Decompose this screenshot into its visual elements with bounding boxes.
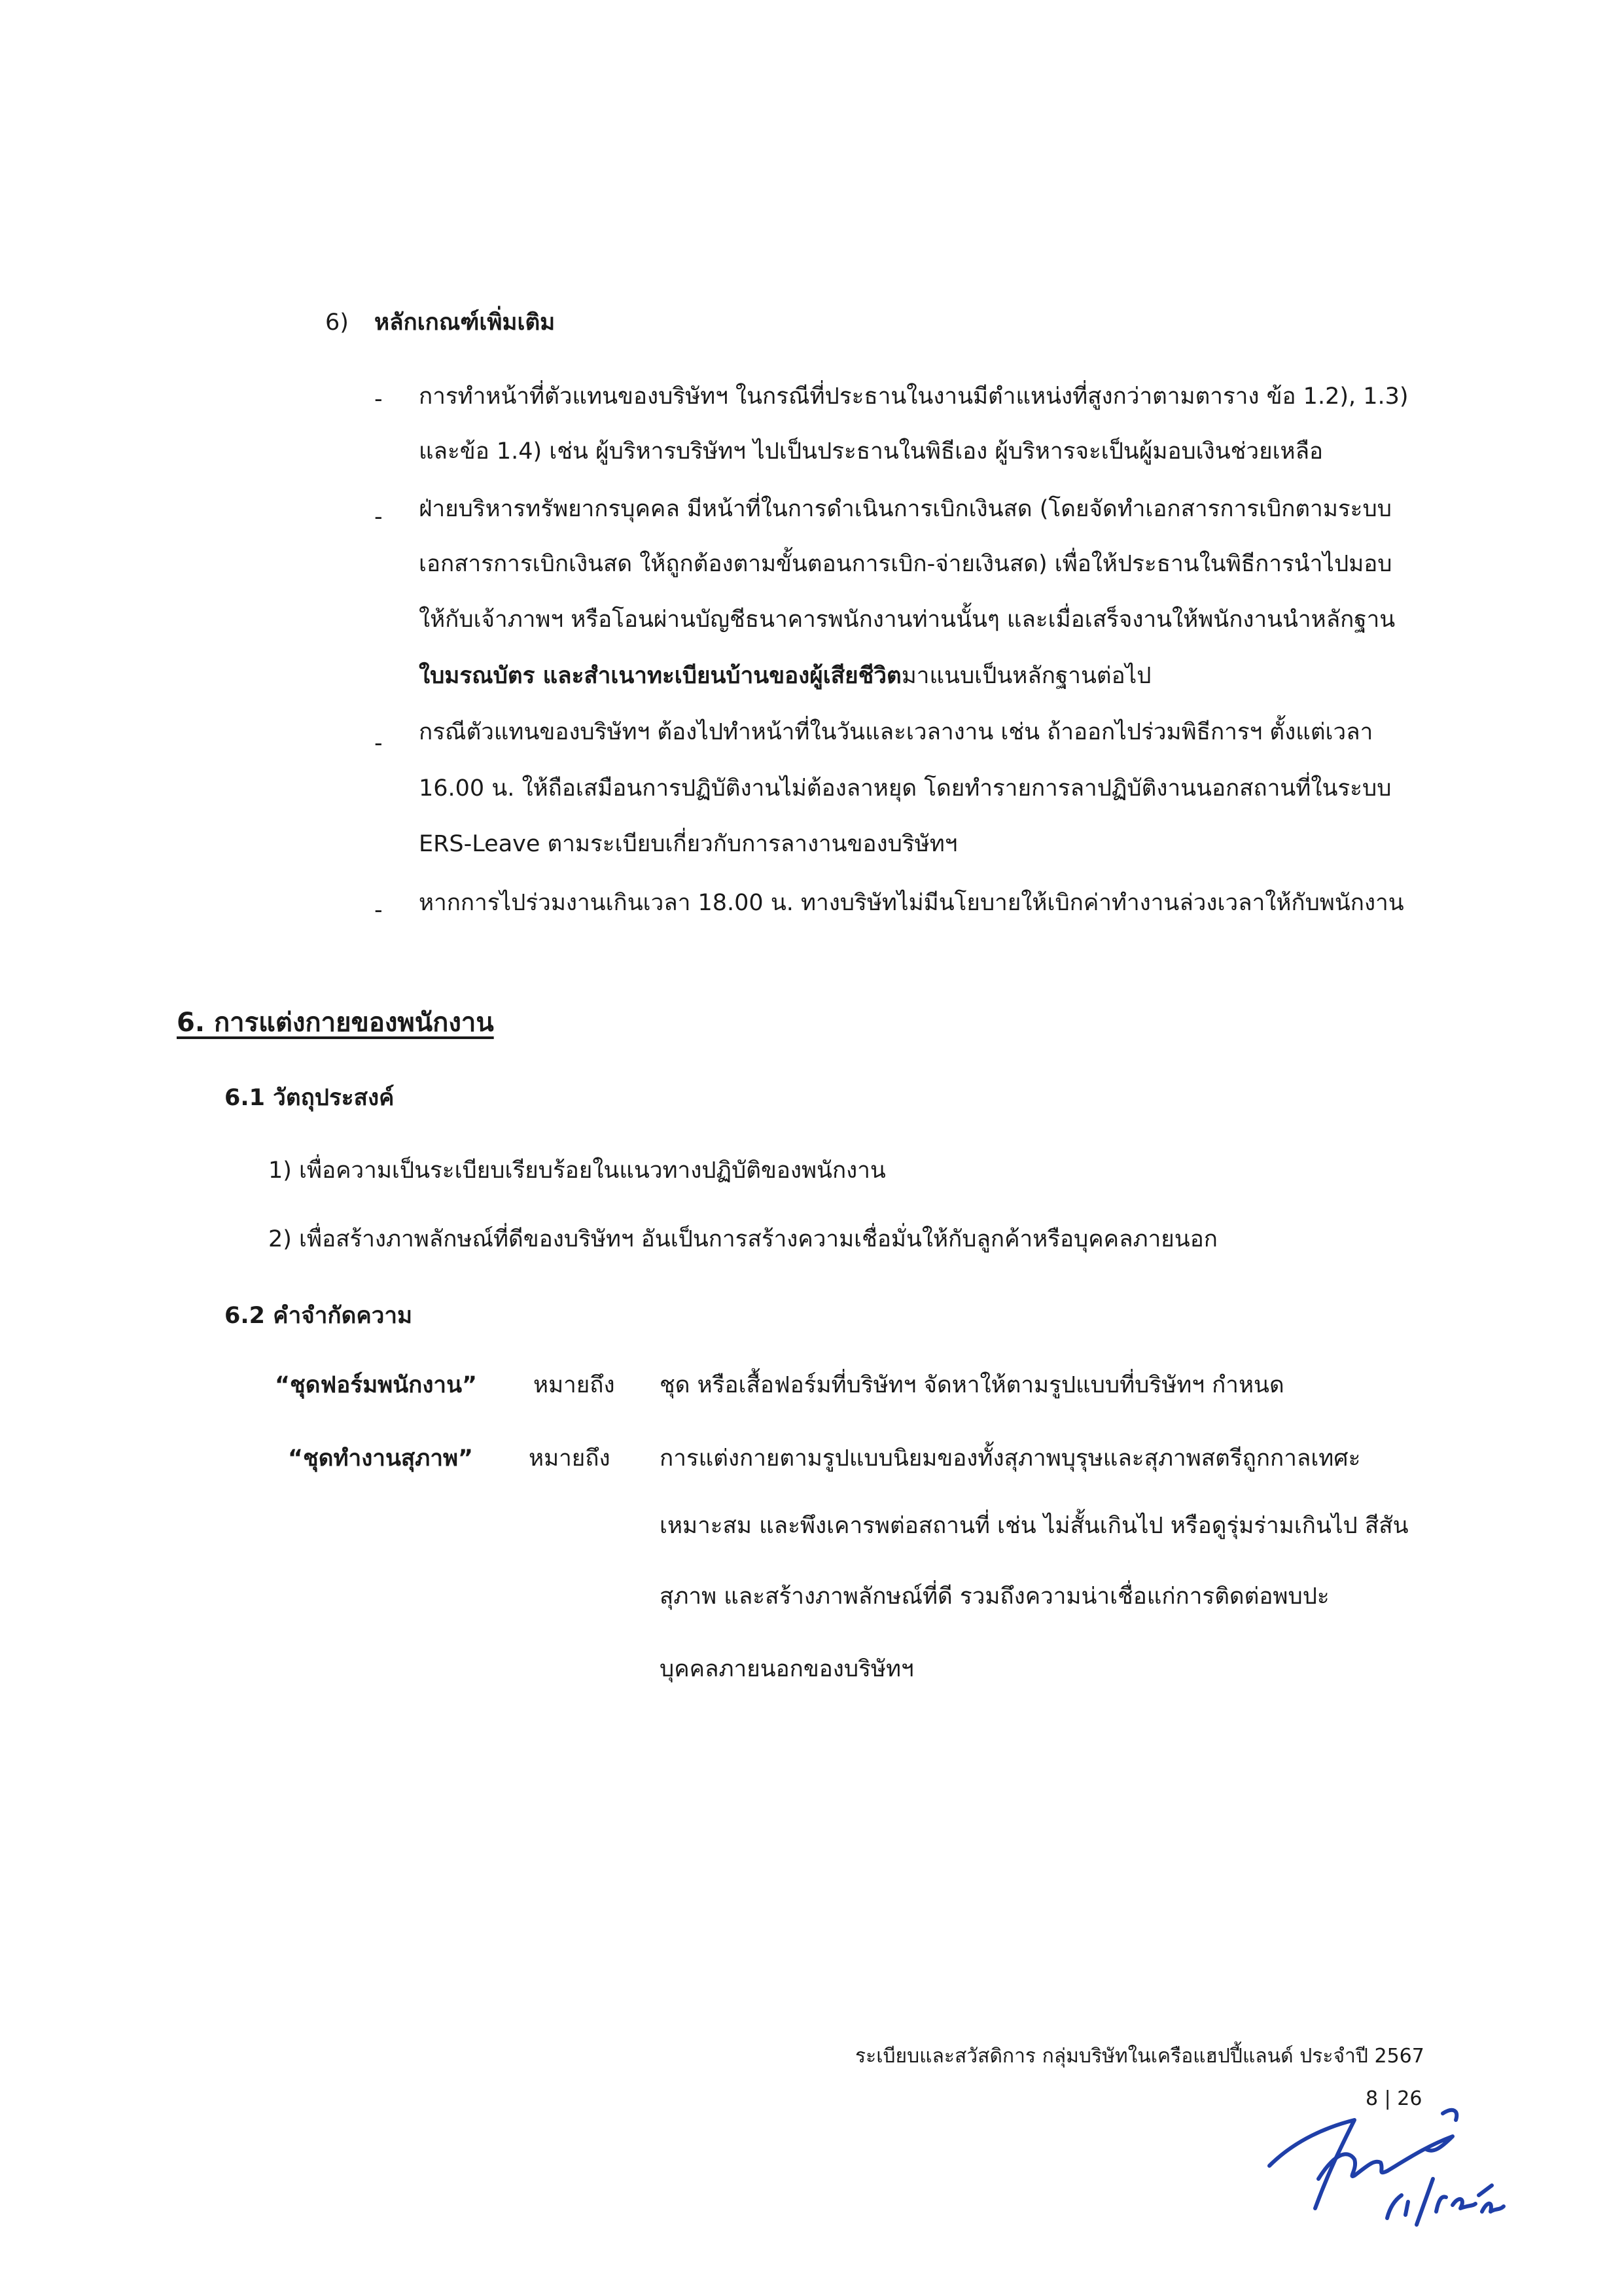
bullet-3-line-3: ERS-Leave ตามระเบียบเกี่ยวกับการลางานของบริษัทฯ [419, 831, 958, 857]
bullet-4-line-1: หากการไปร่วมงานเกินเวลา 18.00 น. ทางบริษัทไม่มีนโยบายให้เบิกค่าทำงานล่วงเวลาให้กับพนักงาน [419, 890, 1404, 916]
definition-means: หมายถึง [533, 1372, 615, 1398]
bullet-dash: - [374, 504, 383, 530]
definition-term: “ชุดฟอร์มพนักงาน” [275, 1372, 478, 1398]
definition-text: เหมาะสม และพึงเคารพต่อสถานที่ เช่น ไม่สั้นเกินไป หรือดูรุ่มร่ามเกินไป สีสัน [660, 1513, 1409, 1539]
bullet-dash: - [374, 897, 383, 923]
subsection-6-1-title: 6.1 วัตถุประสงค์ [224, 1085, 395, 1111]
bullet-3-line-1: กรณีตัวแทนของบริษัทฯ ต้องไปทำหน้าที่ในวันและเวลางาน เช่น ถ้าออกไปร่วมพิธีการฯ ตั้งแต่เวลา [419, 719, 1373, 745]
objective-2: 2) เพื่อสร้างภาพลักษณ์ที่ดีของบริษัทฯ อันเป็นการสร้างความเชื่อมั่นให้กับลูกค้าหรือบุคคลภายนอก [268, 1226, 1218, 1252]
section-heading: หลักเกณฑ์เพิ่มเติม [374, 309, 556, 336]
bullet-1-line-1: การทำหน้าที่ตัวแทนของบริษัทฯ ในกรณีที่ประธานในงานมีตำแหน่งที่สูงกว่าตามตาราง ข้อ 1.2), 1.3) [419, 383, 1409, 410]
section-number: 6) [325, 309, 349, 336]
bullet-1-line-2: และข้อ 1.4) เช่น ผู้บริหารบริษัทฯ ไปเป็นประธานในพิธีเอง ผู้บริหารจะเป็นผู้มอบเงินช่วยเหลือ [419, 438, 1324, 465]
bullet-2-line-1: ฝ่ายบริหารทรัพยากรบุคคล มีหน้าที่ในการดำเนินการเบิกเงินสด (โดยจัดทำเอกสารการเบิกตามระบบ [419, 496, 1392, 522]
bullet-3-line-2: 16.00 น. ให้ถือเสมือนการปฏิบัติงานไม่ต้องลาหยุด โดยทำรายการลาปฏิบัติงานนอกสถานที่ในระบบ [419, 775, 1392, 802]
definition-term: “ชุดทำงานสุภาพ” [288, 1445, 474, 1472]
bullet-dash: - [374, 730, 383, 756]
subsection-6-2-title: 6.2 คำจำกัดความ [224, 1303, 413, 1329]
bullet-2-line-3: ให้กับเจ้าภาพฯ หรือโอนผ่านบัญชีธนาคารพนักงานท่านนั้นๆ และเมื่อเสร็จงานให้พนักงานนำหลักฐาน [419, 607, 1396, 633]
main-heading: 6. การแต่งกายของพนักงาน [177, 1008, 494, 1038]
handwritten-signature [1256, 2087, 1531, 2231]
rest-phrase: มาแนบเป็นหลักฐานต่อไป [901, 663, 1152, 689]
definition-text: สุภาพ และสร้างภาพลักษณ์ที่ดี รวมถึงความน่าเชื่อแก่การติดต่อพบปะ [660, 1583, 1330, 1610]
bullet-dash: - [374, 386, 383, 412]
definition-text: บุคคลภายนอกของบริษัทฯ [660, 1656, 914, 1682]
definition-text: ชุด หรือเสื้อฟอร์มที่บริษัทฯ จัดหาให้ตามรูปแบบที่บริษัทฯ กำหนด [660, 1372, 1284, 1398]
bullet-2-line-4 [419, 659, 1151, 693]
footer-title: ระเบียบและสวัสดิการ กลุ่มบริษัทในเครือแฮปปี้แลนด์ ประจำปี 2567 [855, 2045, 1424, 2068]
objective-1: 1) เพื่อความเป็นระเบียบเรียบร้อยในแนวทางปฏิบัติของพนักงาน [268, 1157, 886, 1184]
bullet-2-line-2: เอกสารการเบิกเงินสด ให้ถูกต้องตามขั้นตอนการเบิก-จ่ายเงินสด) เพื่อให้ประธานในพิธีการนำไปมอบ [419, 551, 1392, 577]
page-number: 8 | 26 [1366, 2087, 1422, 2110]
definition-text: การแต่งกายตามรูปแบบนิยมของทั้งสุภาพบุรุษและสุภาพสตรีถูกกาลเทศะ [660, 1445, 1361, 1472]
bold-phrase: ใบมรณบัตร และสำเนาทะเบียนบ้านของผู้เสียชีวิต [419, 663, 902, 689]
definition-means: หมายถึง [529, 1445, 610, 1472]
